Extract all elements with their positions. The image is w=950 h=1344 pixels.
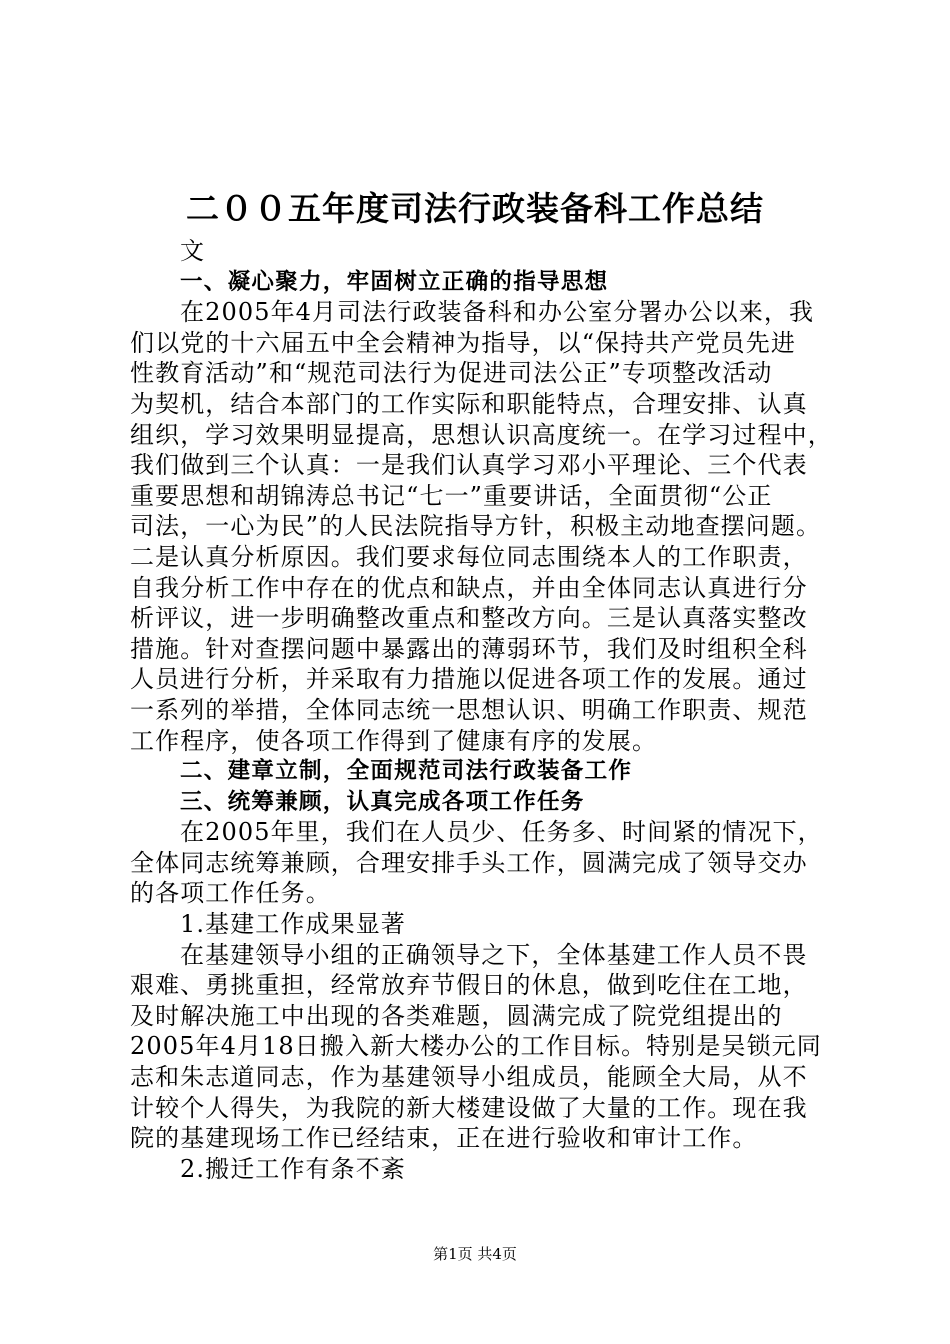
paragraph-line: 我们做到三个认真：一是我们认真学习邓小平理论、三个代表: [130, 451, 808, 480]
paragraph-line: 性教育活动”和“规范司法行为促进司法公正”专项整改活动: [130, 359, 773, 388]
paragraph-line: 工作程序，使各项工作得到了健康有序的发展。: [130, 726, 658, 755]
paragraph-line: 析评议，进一步明确整改重点和整改方向。三是认真落实整改: [130, 604, 808, 633]
paragraph-line: 为契机，结合本部门的工作实际和职能特点，合理安排、认真: [130, 389, 808, 418]
section-heading-3: 三、统筹兼顾，认真完成各项工作任务: [180, 788, 585, 815]
paragraph-line: 一系列的举措，全体同志统一思想认识、明确工作职责、规范: [130, 695, 808, 724]
paragraph-line: 二是认真分析原因。我们要求每位同志围绕本人的工作职责，: [130, 542, 808, 571]
paragraph-line: 计较个人得失，为我院的新大楼建设做了大量的工作。现在我: [130, 1093, 808, 1122]
paragraph-line: 全体同志统筹兼顾，合理安排手头工作，圆满完成了领导交办: [130, 848, 808, 877]
paragraph-line: 院的基建现场工作已经结束，正在进行验收和审计工作。: [130, 1124, 758, 1153]
section-heading-1: 一、凝心聚力，牢固树立正确的指导思想: [180, 268, 609, 295]
author-line: 文: [180, 237, 206, 265]
paragraph-line: 在2005年4月司法行政装备科和办公室分署办公以来，我: [180, 298, 815, 327]
paragraph-line: 们以党的十六届五中全会精神为指导，以“保持共产党员先进: [130, 328, 796, 357]
document-body: [130, 236, 833, 1184]
page-footer: 第1页 共4页: [433, 1245, 517, 1263]
subsection-heading-1: 1.基建工作成果显著: [180, 910, 406, 939]
paragraph-line: 艰难、勇挑重担，经常放弃节假日的休息，做到吃住在工地，: [130, 971, 808, 1000]
paragraph-line: 及时解决施工中出现的各类难题，圆满完成了院党组提出的: [130, 1001, 783, 1030]
paragraph-line: 措施。针对查摆问题中暴露出的薄弱环节，我们及时组积全科: [130, 634, 808, 663]
paragraph-line: 的各项工作任务。: [130, 879, 331, 908]
paragraph-line: 重要思想和胡锦涛总书记“七一”重要讲话，全面贯彻“公正: [130, 481, 773, 510]
document-title: 二００五年度司法行政装备科工作总结: [186, 189, 764, 228]
paragraph-line: 组织，学习效果明显提高，思想认识高度统一。在学习过程中，: [130, 420, 833, 449]
section-heading-2: 二、建章立制，全面规范司法行政装备工作: [180, 758, 633, 785]
paragraph-line: 在2005年里，我们在人员少、任务多、时间紧的情况下，: [180, 818, 823, 847]
paragraph-line: 2005年4月18日搬入新大楼办公的工作目标。特别是吴锁元同: [130, 1032, 822, 1061]
paragraph-line: 志和朱志道同志，作为基建领导小组成员，能顾全大局，从不: [130, 1063, 808, 1092]
paragraph-line: 司法，一心为民”的人民法院指导方针，积极主动地查摆问题。: [130, 512, 822, 541]
subsection-heading-2: 2.搬迁工作有条不紊: [180, 1154, 406, 1183]
paragraph-line: 自我分析工作中存在的优点和缺点，并由全体同志认真进行分: [130, 573, 808, 602]
paragraph-line: 在基建领导小组的正确领导之下，全体基建工作人员不畏: [180, 940, 808, 969]
paragraph-line: 人员进行分析，并采取有力措施以促进各项工作的发展。通过: [130, 665, 808, 694]
